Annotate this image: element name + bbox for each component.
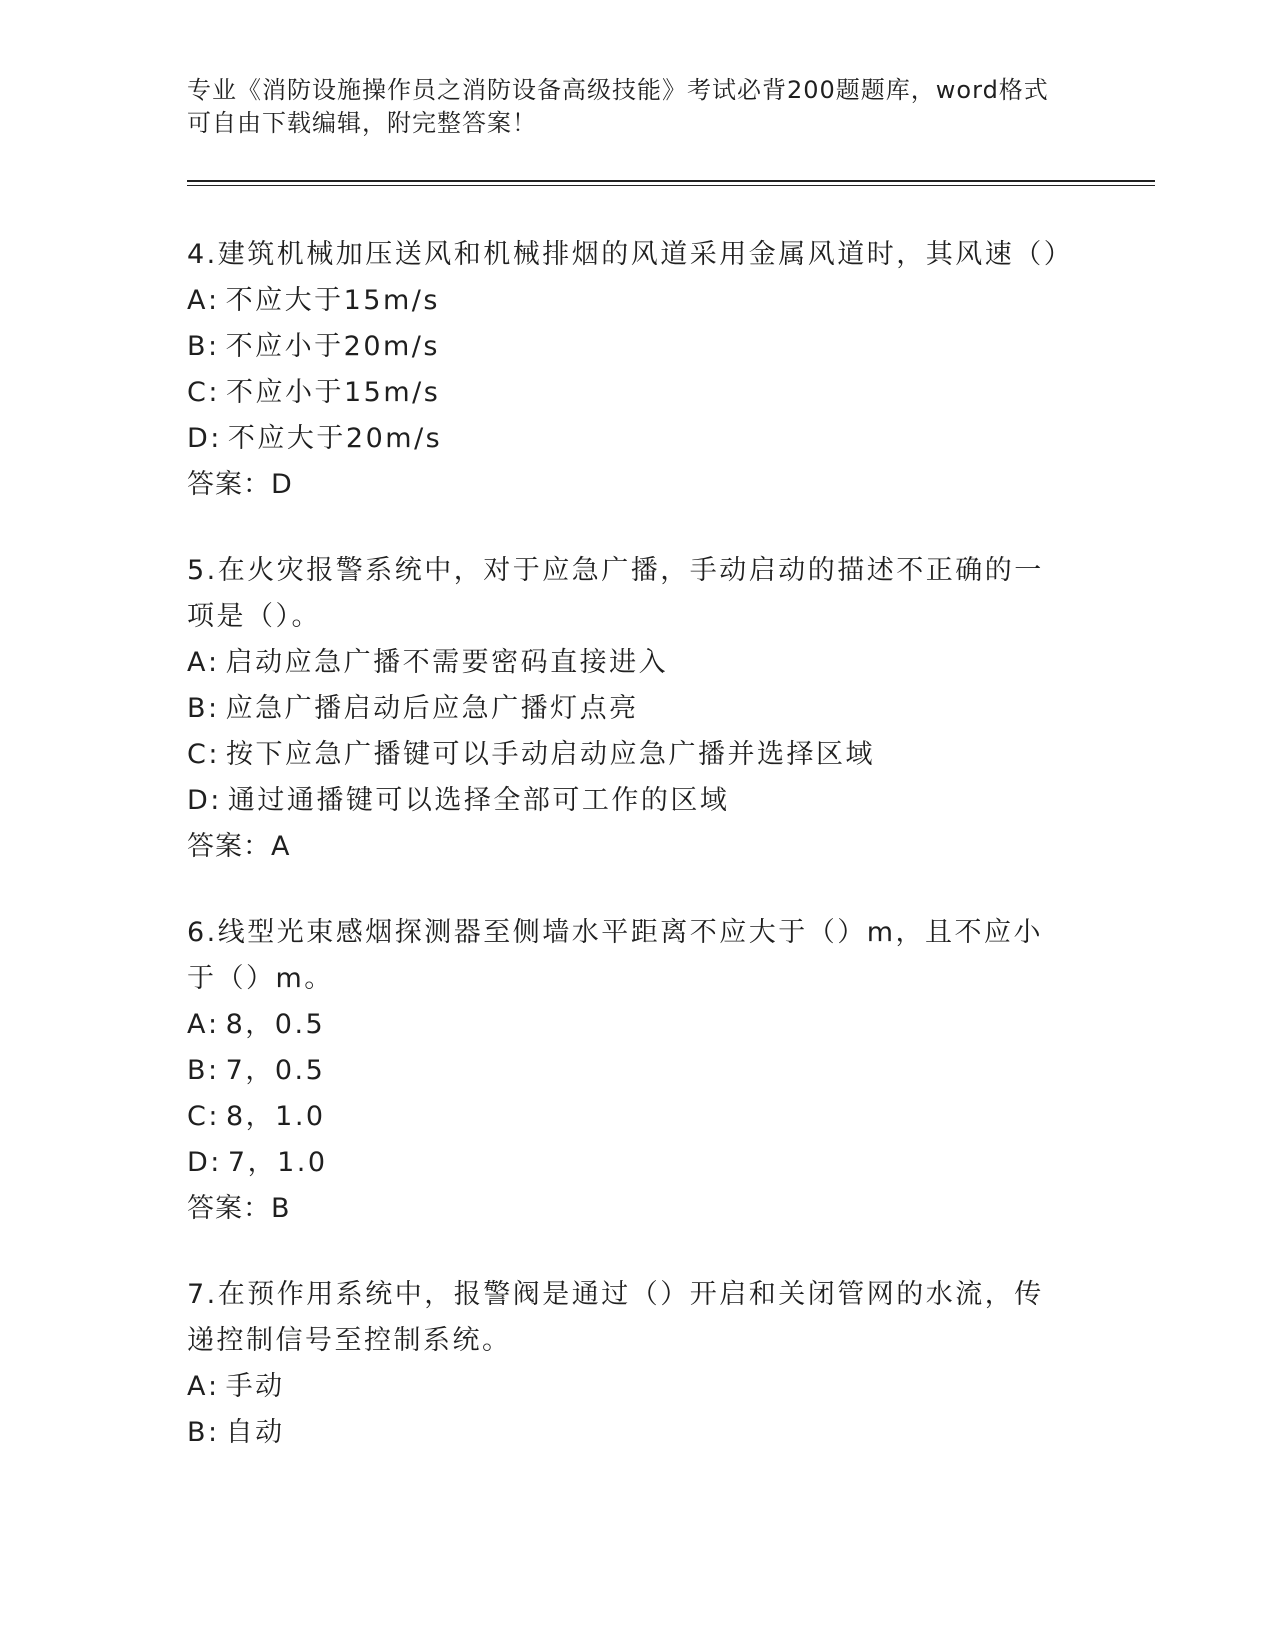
- option-text: 不应大于20m/s: [227, 423, 443, 454]
- option-text: 不应大于15m/s: [225, 285, 440, 316]
- answer-label: 答案：: [187, 1193, 271, 1224]
- answer-value: B: [271, 1193, 291, 1224]
- option-letter: C: [187, 739, 209, 770]
- option-letter: B: [187, 331, 209, 362]
- question-block: [187, 548, 1087, 870]
- question-stem: 4.建筑机械加压送风和机械排烟的风道采用金属风道时，其风速（）: [187, 239, 1074, 270]
- answer-line: [187, 462, 1087, 508]
- option-text: 8，0.5: [225, 1009, 326, 1040]
- question-stem: 7.在预作用系统中，报警阀是通过（）开启和关闭管网的水流，传递控制信号至控制系统。: [187, 1279, 1044, 1356]
- answer-option: [187, 1364, 1087, 1410]
- option-separator: :: [207, 1009, 220, 1040]
- option-letter: A: [187, 285, 208, 316]
- answer-option: [187, 640, 1087, 686]
- option-separator: :: [207, 647, 220, 678]
- option-letter: A: [187, 1371, 208, 1402]
- option-separator: :: [208, 1055, 220, 1086]
- option-separator: :: [208, 739, 220, 770]
- answer-option: [187, 1048, 1087, 1094]
- question-block: [187, 910, 1087, 1232]
- option-text: 7，0.5: [225, 1055, 326, 1086]
- answer-value: A: [271, 831, 291, 862]
- option-separator: :: [207, 285, 220, 316]
- option-text: 按下应急广播键可以手动启动应急广播并选择区域: [225, 739, 875, 770]
- answer-option: [187, 324, 1087, 370]
- option-separator: :: [210, 785, 222, 816]
- option-separator: :: [210, 423, 222, 454]
- option-separator: :: [207, 1371, 220, 1402]
- answer-option: [187, 370, 1087, 416]
- option-letter: D: [187, 785, 211, 816]
- option-separator: :: [208, 331, 220, 362]
- answer-option: [187, 1094, 1087, 1140]
- option-text: 自动: [225, 1417, 285, 1448]
- option-letter: A: [187, 647, 208, 678]
- answer-option: [187, 278, 1087, 324]
- option-separator: :: [208, 1101, 220, 1132]
- option-letter: C: [187, 377, 209, 408]
- option-letter: B: [187, 1055, 209, 1086]
- option-separator: :: [208, 693, 220, 724]
- answer-option: [187, 1140, 1087, 1186]
- option-text: 启动应急广播不需要密码直接进入: [225, 647, 669, 678]
- option-text: 不应小于20m/s: [225, 331, 440, 362]
- answer-option: [187, 1410, 1087, 1456]
- option-letter: B: [187, 693, 209, 724]
- option-text: 不应小于15m/s: [225, 377, 441, 408]
- answer-option: [187, 732, 1087, 778]
- question-list: [187, 232, 1087, 1496]
- header-divider: [187, 180, 1155, 182]
- option-separator: :: [208, 1417, 220, 1448]
- question-stem: 6.线型光束感烟探测器至侧墙水平距离不应大于（）m，且不应小于（）m。: [187, 917, 1044, 994]
- question-block: [187, 232, 1087, 508]
- answer-value: D: [271, 469, 293, 500]
- answer-option: [187, 1002, 1087, 1048]
- header-divider-secondary: [187, 185, 1155, 186]
- option-letter: B: [187, 1417, 209, 1448]
- option-letter: D: [187, 1147, 211, 1178]
- option-letter: C: [187, 1101, 209, 1132]
- question-block: [187, 1272, 1087, 1456]
- option-text: 通过通播键可以选择全部可工作的区域: [227, 785, 730, 816]
- option-separator: :: [208, 377, 220, 408]
- option-separator: :: [210, 1147, 222, 1178]
- option-text: 7，1.0: [227, 1147, 328, 1178]
- option-text: 应急广播启动后应急广播灯点亮: [225, 693, 639, 724]
- option-letter: A: [187, 1009, 208, 1040]
- option-text: 8，1.0: [225, 1101, 326, 1132]
- answer-option: [187, 778, 1087, 824]
- answer-option: [187, 686, 1087, 732]
- question-stem: 5.在火灾报警系统中，对于应急广播，手动启动的描述不正确的一项是（）。: [187, 555, 1044, 632]
- answer-line: [187, 1186, 1087, 1232]
- answer-label: 答案：: [187, 831, 271, 862]
- answer-option: [187, 416, 1087, 462]
- answer-label: 答案：: [187, 469, 271, 500]
- option-letter: D: [187, 423, 211, 454]
- answer-line: [187, 824, 1087, 870]
- document-header: 专业《消防设施操作员之消防设备高级技能》考试必背200题题库，word格式可自由下载编辑，附完整答案！: [187, 76, 1049, 137]
- option-text: 手动: [225, 1371, 285, 1402]
